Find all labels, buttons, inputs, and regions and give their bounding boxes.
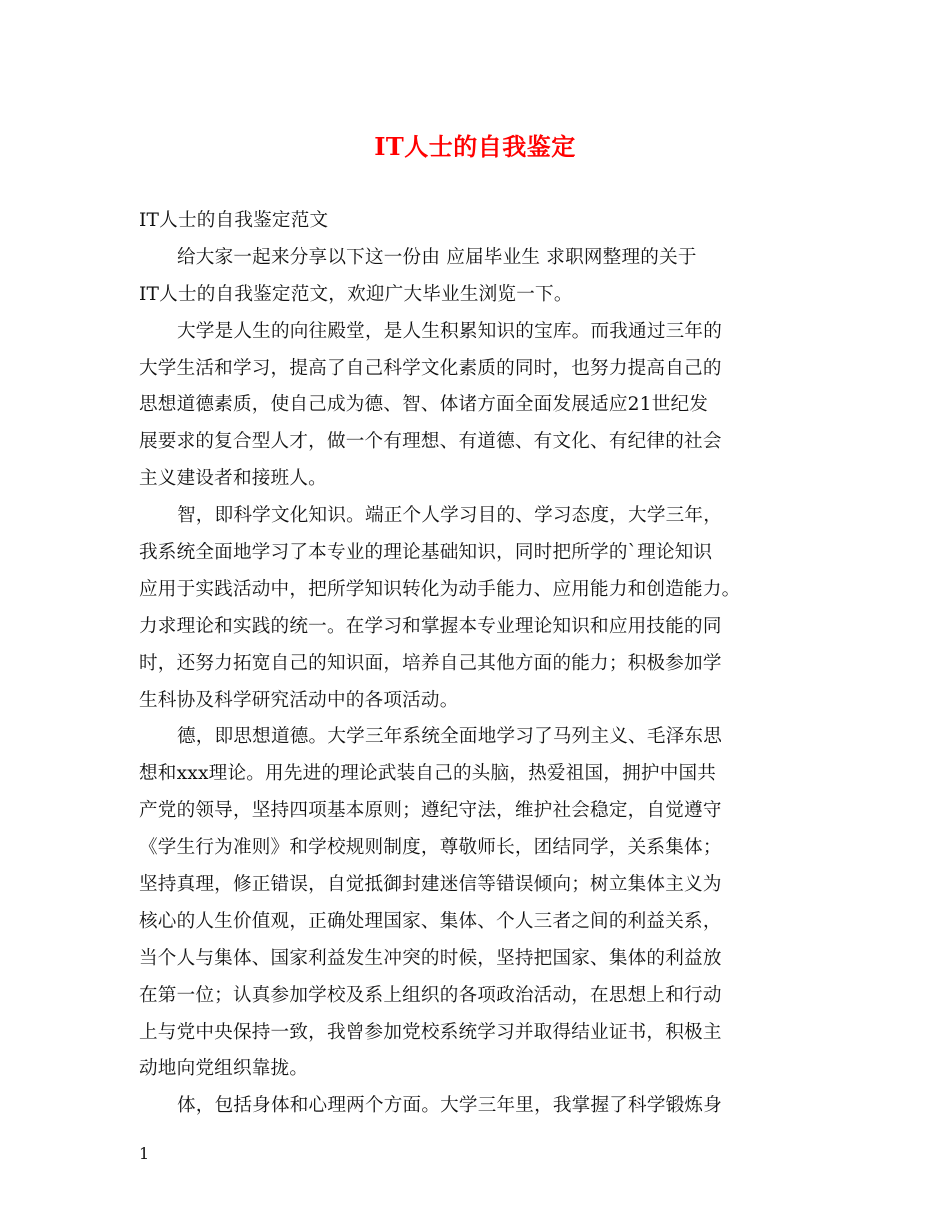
body-line: 坚持真理，修正错误，自觉抵御封建迷信等错误倾向；树立集体主义为 [139,874,722,896]
body-line: 力求理论和实践的统一。在学习和掌握本专业理论知识和应用技能的同 [139,615,722,637]
page-number: 1 [139,1144,150,1163]
body-line: 《学生行为准则》和学校规则制度，尊敬师长，团结同学，关系集体； [139,837,722,859]
body-line: 在第一位；认真参加学校及系上组织的各项政治活动，在思想上和行动 [139,984,722,1006]
body-line: 大学是人生的向往殿堂，是人生积累知识的宝库。而我通过三年的 [177,320,723,342]
body-line: 应用于实践活动中，把所学知识转化为动手能力、应用能力和创造能力。 [139,578,741,600]
body-line: 大学生活和学习，提高了自己科学文化素质的同时，也努力提高自己的 [139,357,722,379]
body-line: 想和xxx理论。用先进的理论武装自己的头脑，热爱祖国，拥护中国共 [139,763,717,785]
body-line: 生科协及科学研究活动中的各项活动。 [139,689,459,711]
body-line: 给大家一起来分享以下这一份由 应届毕业生 求职网整理的关于 [177,246,697,268]
document-title: IT人士的自我鉴定 [374,132,576,161]
body-line: 核心的人生价值观，正确处理国家、集体、个人三者之间的利益关系， [139,910,722,932]
body-line: 动地向党组织靠拢。 [139,1058,309,1080]
body-line: 时，还努力拓宽自己的知识面，培养自己其他方面的能力；积极参加学 [139,652,722,674]
body-line: 当个人与集体、国家利益发生冲突的时候，坚持把国家、集体的利益放 [139,947,722,969]
body-line: 产党的领导，坚持四项基本原则；遵纪守法，维护社会稳定，自觉遵守 [139,800,722,822]
body-line: IT人士的自我鉴定范文 [139,210,329,231]
body-line: 思想道德素质，使自己成为德、智、体诸方面全面发展适应21世纪发 [139,394,709,416]
body-line: 我系统全面地学习了本专业的理论基础知识，同时把所学的`理论知识 [139,542,713,564]
body-line: 主义建设者和接班人。 [139,468,327,490]
body-line: 智，即科学文化知识。端正个人学习目的、学习态度，大学三年， [177,505,723,527]
body-line: 德，即思想道德。大学三年系统全面地学习了马列主义、毛泽东思 [177,726,723,748]
body-line: 展要求的复合型人才，做一个有理想、有道德、有文化、有纪律的社会 [139,431,722,453]
body-line: 上与党中央保持一致，我曾参加党校系统学习并取得结业证书，积极主 [139,1021,722,1043]
body-line: IT人士的自我鉴定范文，欢迎广大毕业生浏览一下。 [139,283,573,305]
document-body [139,203,819,1125]
body-line: 体，包括身体和心理两个方面。大学三年里，我掌握了科学锻炼身 [177,1095,723,1117]
